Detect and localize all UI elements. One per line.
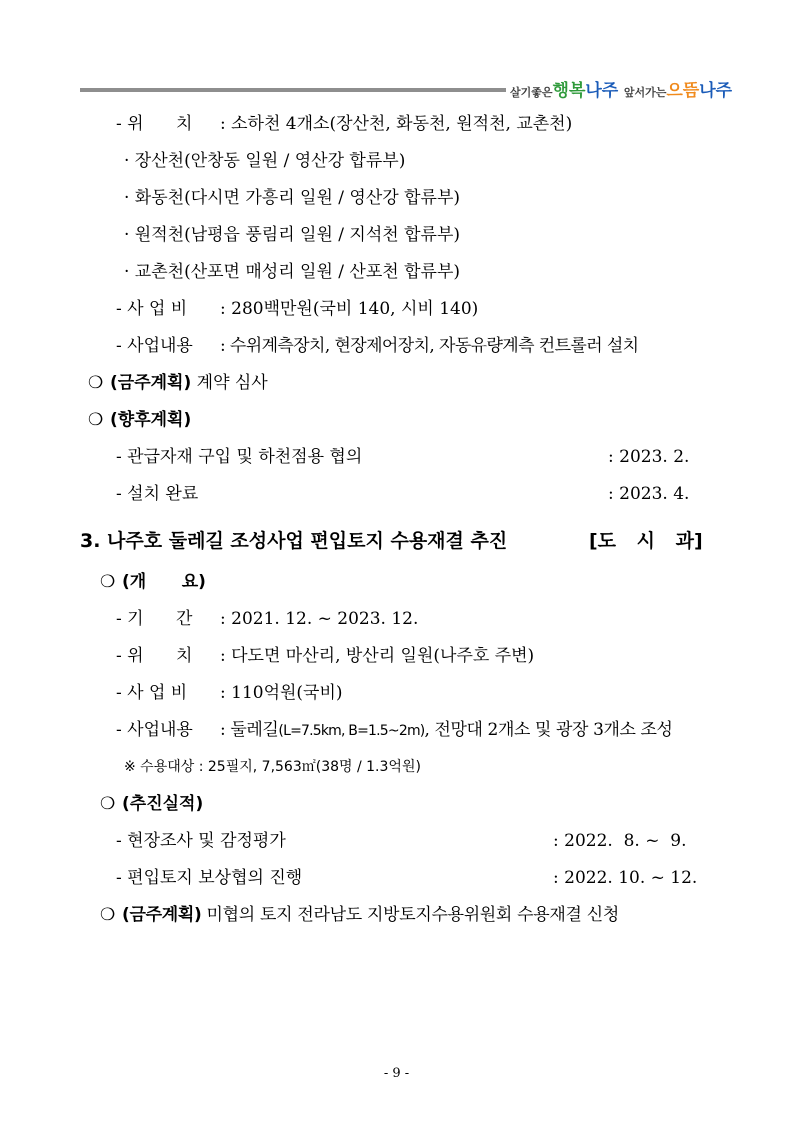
bullet-circle-icon: ❍ — [88, 373, 104, 393]
future-item-date: : 2023. 2. — [608, 447, 690, 467]
cost-value: : 110억원(국비) — [220, 683, 343, 703]
content-value: : 수위계측장치, 현장제어장치, 자동유량계측 컨트롤러 설치 — [220, 336, 639, 356]
content-value-part: , 전망대 2개소 및 광장 3개소 조성 — [424, 720, 673, 740]
location-value: : 다도면 마산리, 방산리 일원(나주호 주변) — [220, 646, 535, 666]
bullet-circle-icon: ❍ — [100, 905, 115, 925]
future-item — [116, 445, 690, 469]
logo-text: 살기좋은 — [510, 86, 553, 99]
content-row — [116, 334, 639, 358]
location-label: - 위 치 — [116, 646, 193, 666]
bullet-circle-icon: ❍ — [100, 794, 116, 814]
progress-item — [116, 866, 698, 890]
overview-heading: (개 요) — [122, 572, 206, 592]
logo-text: 앞서가는 — [623, 86, 667, 99]
stream-item: · 화동천(다시면 가흥리 일원 / 영산강 합류부) — [124, 188, 460, 208]
future-plan-heading: (향후계획) — [110, 410, 192, 430]
location-row — [116, 112, 573, 136]
stream-item: · 원적천(남평읍 풍림리 일원 / 지석천 합류부) — [124, 225, 460, 245]
stream-item: · 교촌천(산포면 매성리 일원 / 산포천 합류부) — [124, 262, 460, 282]
department-label: [도 시 과] — [589, 530, 703, 552]
cost-label: - 사 업 비 — [116, 299, 188, 319]
location-label: - 위 치 — [116, 114, 193, 134]
overview-row — [100, 570, 206, 594]
cost-row — [116, 681, 343, 705]
progress-item-text: - 현장조사 및 감정평가 — [116, 831, 286, 851]
period-value: : 2021. 12. ~ 2023. 12. — [220, 609, 419, 629]
page-number: - 9 - — [383, 1066, 410, 1081]
progress-item-date: : 2022. 8. ~ 9. — [553, 831, 687, 851]
cost-row — [116, 297, 479, 321]
location-value: : 소하천 4개소(장산천, 화동천, 원적천, 교촌천) — [220, 114, 573, 134]
progress-item — [116, 829, 687, 853]
future-item — [116, 482, 690, 506]
future-item-text: - 관급자재 구입 및 하천점용 협의 — [116, 447, 363, 467]
header-rule — [80, 88, 506, 92]
future-item-date: : 2023. 4. — [608, 484, 690, 504]
content-value-part: (L=7.5km, B=1.5~2m) — [278, 723, 425, 739]
logo-text: 으뜸 — [666, 81, 700, 101]
logo-text: 나주 — [585, 81, 619, 101]
future-item-text: - 설치 완료 — [116, 484, 199, 504]
plan-text: 미협의 토지 전라남도 지방토지수용위원회 수용재결 신청 — [206, 905, 619, 925]
logo-text: 나주 — [699, 81, 733, 101]
city-slogan-logo — [510, 76, 733, 104]
bullet-circle-icon: ❍ — [100, 572, 116, 592]
plan-text: 계약 심사 — [196, 373, 268, 393]
period-label: - 기 간 — [116, 609, 193, 629]
content-value — [220, 718, 673, 743]
stream-item: · 장산천(안창동 일원 / 영산강 합류부) — [124, 151, 406, 171]
progress-item-date: : 2022. 10. ~ 12. — [553, 868, 698, 888]
plan-heading: (금주계획) — [110, 373, 192, 393]
location-row — [116, 644, 535, 668]
content-row — [116, 718, 673, 742]
cost-value: : 280백만원(국비 140, 시비 140) — [220, 299, 479, 319]
acquisition-note: ※ 수용대상 : 25필지, 7,563㎡(38명 / 1.3억원) — [124, 759, 421, 775]
progress-row — [100, 792, 203, 816]
plan-row — [100, 903, 619, 927]
future-plan-row — [88, 408, 191, 432]
progress-heading: (추진실적) — [122, 794, 204, 814]
logo-text: 행복 — [552, 81, 586, 101]
plan-heading: (금주계획) — [122, 905, 202, 925]
bullet-circle-icon: ❍ — [88, 410, 104, 430]
section-title: 3. 나주호 둘레길 조성사업 편입토지 수용재결 추진 — [80, 530, 508, 552]
progress-item-text: - 편입토지 보상협의 진행 — [116, 868, 303, 888]
content-label: - 사업내용 — [116, 720, 193, 740]
period-row — [116, 607, 419, 631]
plan-row — [88, 371, 268, 395]
content-label: - 사업내용 — [116, 336, 193, 356]
content-value-part: : 둘레길 — [220, 720, 279, 740]
cost-label: - 사 업 비 — [116, 683, 188, 703]
